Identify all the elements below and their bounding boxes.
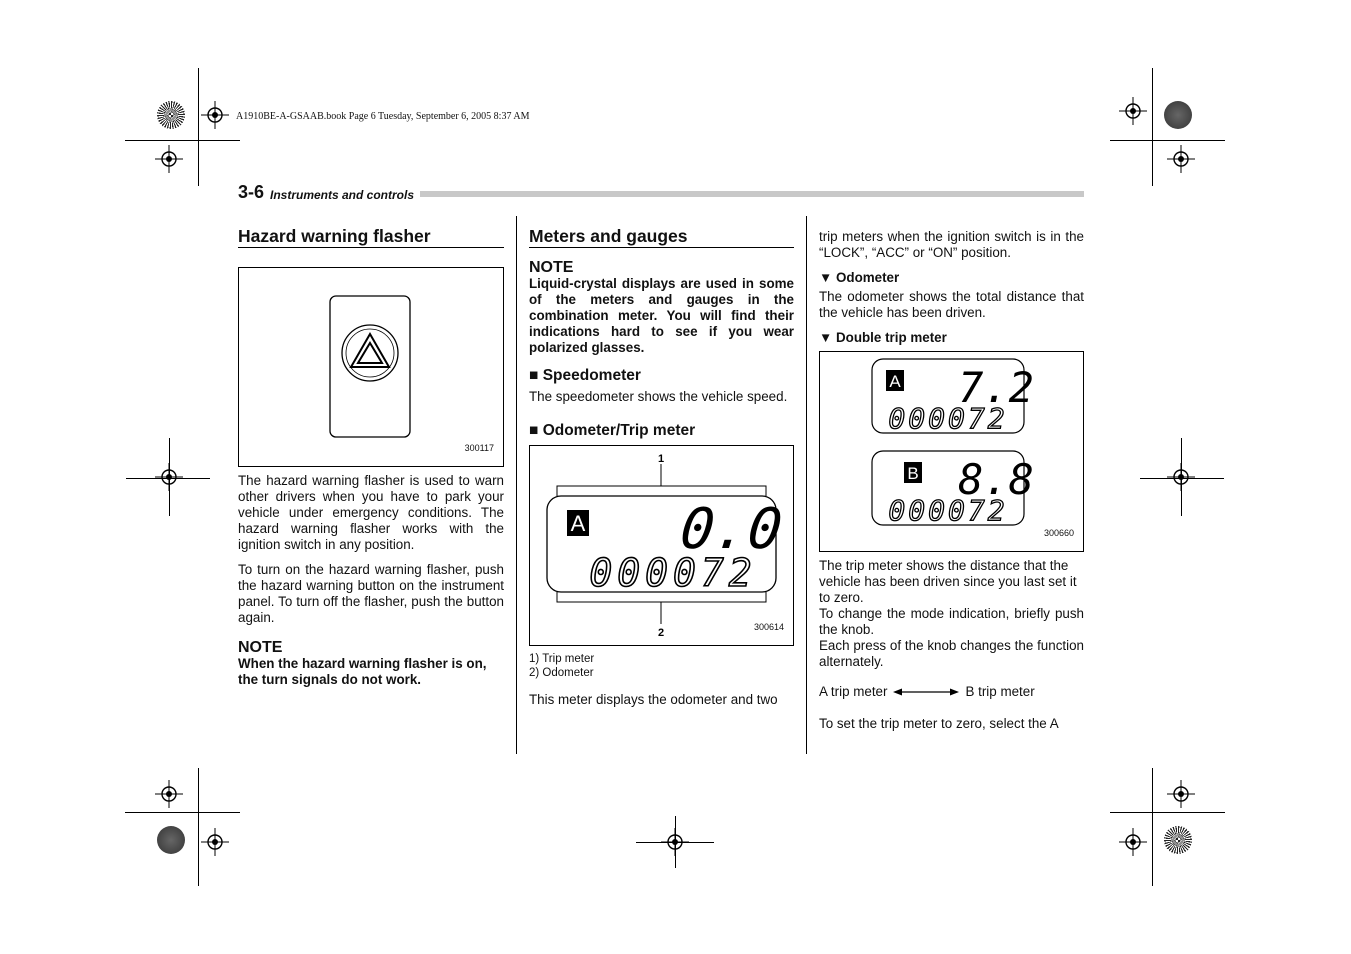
mode-letter: A	[570, 511, 586, 536]
trip-description	[819, 558, 1084, 670]
registration-mark-icon	[155, 145, 183, 173]
section-title: Instruments and controls	[270, 188, 415, 202]
odometer-figure	[529, 445, 794, 646]
file-info: A1910BE-A-GSAAB.book Page 6 Tuesday, September 6, 2005 8:37 AM	[236, 111, 530, 122]
subheading-odometer-trip: ■ Odometer/Trip meter	[529, 422, 696, 439]
figure-code: 300660	[1043, 528, 1074, 538]
crop-mark	[126, 478, 210, 479]
page-header	[238, 182, 1084, 202]
column-divider	[806, 216, 807, 754]
legend-item: 2) Odometer	[529, 667, 594, 679]
crop-mark	[198, 68, 199, 186]
column-trip-meter	[819, 229, 1084, 732]
print-rosette-icon	[157, 101, 185, 129]
double-trip-illustration	[820, 352, 1083, 551]
crop-mark	[675, 816, 676, 868]
crop-mark	[198, 768, 199, 886]
header-bar	[420, 191, 1084, 197]
section-heading-meters: Meters and gauges	[529, 226, 794, 248]
crop-mark	[125, 140, 240, 141]
toggle-label-a: A trip meter	[819, 684, 888, 699]
callout-label: 2	[657, 627, 665, 639]
crop-mark	[1110, 812, 1225, 813]
speedometer-text: The speedometer shows the vehicle speed.	[529, 389, 788, 404]
col3-text-top: trip meters when the ignition switch is in the “LOCK”, “ACC” or “ON” position.	[819, 229, 1084, 260]
double-trip-figure	[819, 351, 1084, 552]
column-meters	[529, 226, 794, 708]
section-heading-hazard: Hazard warning flasher	[238, 226, 504, 248]
registration-mark-icon	[201, 828, 229, 856]
odo-a-readout: 000072	[888, 402, 1008, 435]
hazard-button-illustration	[239, 268, 503, 466]
trip-line: To change the mode indication, briefly push the knob.	[819, 606, 1084, 637]
page-number: 3-6	[238, 182, 265, 202]
trip-line: The trip meter shows the distance that the vehicle has been driven since you last set it to zero.	[819, 558, 1077, 605]
crop-mark	[125, 812, 240, 813]
odo-readout: 000072	[589, 551, 757, 595]
hazard-figure	[238, 267, 504, 467]
callout-label: 1	[657, 453, 665, 465]
crop-mark	[1152, 768, 1153, 886]
note-heading: NOTE	[238, 639, 283, 656]
registration-mark-icon	[155, 780, 183, 808]
trip-a-readout: 7.2	[958, 363, 1034, 412]
print-rosette-icon	[1164, 101, 1192, 129]
trip-b-readout: 8.8	[958, 455, 1034, 504]
registration-mark-icon	[201, 101, 229, 129]
square-bullet-icon: ■	[529, 367, 539, 384]
column-hazard	[238, 226, 504, 688]
registration-mark-icon	[1167, 780, 1195, 808]
figure-code: 300614	[753, 622, 784, 632]
subheading-double-trip: ▼ Double trip meter	[819, 330, 947, 345]
registration-mark-icon	[1119, 828, 1147, 856]
column-divider	[516, 216, 517, 754]
crop-mark	[1110, 140, 1225, 141]
mode-letter-a: A	[889, 372, 901, 391]
note-text: Liquid-crystal displays are used in some of the meters and gauges in the combination meter. You will find their indications hard to see if you wear polarized glasses.	[529, 276, 794, 355]
odo-b-readout: 000072	[888, 494, 1008, 527]
double-arrow-icon	[893, 687, 959, 697]
col3-text-bottom: To set the trip meter to zero, select the A	[819, 716, 1059, 731]
crop-mark	[1140, 478, 1224, 479]
crop-mark	[169, 438, 170, 516]
trip-line: Each press of the knob changes the function alternately.	[819, 638, 1084, 669]
registration-mark-icon	[1167, 145, 1195, 173]
subheading-odometer: ▼ Odometer	[819, 270, 900, 285]
trip-toggle-diagram	[819, 684, 1084, 700]
hazard-paragraph-2: To turn on the hazard warning flasher, push the hazard warning button on the instrument panel. To turn off the flasher, push the button again.	[238, 562, 504, 625]
note-heading: NOTE	[529, 259, 574, 276]
trip-readout: 0.0	[677, 497, 786, 562]
subheading-speedometer: ■ Speedometer	[529, 367, 641, 384]
crop-mark	[1152, 68, 1153, 186]
hazard-paragraph-1: The hazard warning flasher is used to warn other drivers when you have to park your vehicle under emergency conditions. The hazard warning flasher works with the ignition switch in any position.	[238, 473, 504, 552]
meters-text-bottom: This meter displays the odometer and two	[529, 692, 778, 707]
toggle-label-b: B trip meter	[965, 684, 1035, 699]
mode-letter-b: B	[907, 464, 919, 483]
crop-mark	[1181, 438, 1182, 516]
odometer-text: The odometer shows the total distance that the vehicle has been driven.	[819, 289, 1084, 320]
registration-mark-icon	[1119, 97, 1147, 125]
figure-code: 300117	[464, 443, 494, 453]
note-text: When the hazard warning flasher is on, the turn signals do not work.	[238, 656, 487, 687]
print-rosette-icon	[157, 826, 185, 854]
hazard-triangle-icon	[342, 325, 398, 381]
legend-item: 1) Trip meter	[529, 653, 595, 665]
square-bullet-icon: ■	[529, 422, 539, 439]
figure-legend	[529, 652, 794, 680]
odometer-display-illustration	[530, 446, 793, 645]
print-rosette-icon	[1164, 826, 1192, 854]
